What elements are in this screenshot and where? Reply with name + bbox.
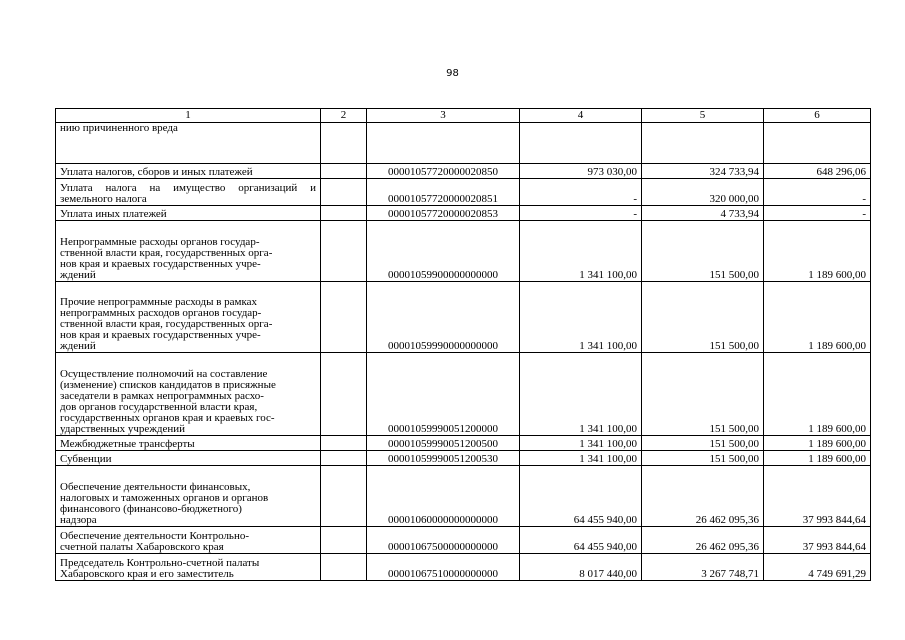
row-col4: 973 030,00 bbox=[520, 164, 642, 179]
row-col2 bbox=[321, 179, 367, 206]
column-header: 1 bbox=[56, 109, 321, 123]
table-row bbox=[56, 451, 871, 466]
row-col4: 1 341 100,00 bbox=[520, 282, 642, 353]
row-col2 bbox=[321, 466, 367, 527]
row-col6 bbox=[764, 123, 871, 164]
row-col6: - bbox=[764, 206, 871, 221]
row-col5: 3 267 748,71 bbox=[642, 554, 764, 581]
row-col4 bbox=[520, 123, 642, 164]
row-col5 bbox=[642, 123, 764, 164]
budget-table bbox=[55, 108, 871, 581]
row-col5: 324 733,94 bbox=[642, 164, 764, 179]
row-name: Осуществление полномочий на составление (изменение) списков кандидатов в присяжные заседатели в рамках непрограммных расхо- дов органов государственной власти края, государственных органов края и краевых гос- ударственных учреждений bbox=[56, 353, 321, 436]
row-col2 bbox=[321, 436, 367, 451]
row-col6: 1 189 600,00 bbox=[764, 221, 871, 282]
row-name: Обеспечение деятельности финансовых, налоговых и таможенных органов и органов финансового (финансово-бюджетного) надзора bbox=[56, 466, 321, 527]
row-col6: 648 296,06 bbox=[764, 164, 871, 179]
row-col4: 64 455 940,00 bbox=[520, 527, 642, 554]
row-name: Председатель Контрольно-счетной палаты Хабаровского края и его заместитель bbox=[56, 554, 321, 581]
row-col5: 151 500,00 bbox=[642, 436, 764, 451]
row-code: 00001057720000020850 bbox=[367, 164, 520, 179]
row-col5: 151 500,00 bbox=[642, 451, 764, 466]
row-col6: 37 993 844,64 bbox=[764, 466, 871, 527]
row-code: 00001059990051200530 bbox=[367, 451, 520, 466]
row-col2 bbox=[321, 206, 367, 221]
row-name: Уплата налогов, сборов и иных платежей bbox=[56, 164, 321, 179]
column-header: 4 bbox=[520, 109, 642, 123]
table-header-row bbox=[56, 109, 871, 123]
row-code: 00001059990000000000 bbox=[367, 282, 520, 353]
row-name: Уплата иных платежей bbox=[56, 206, 321, 221]
row-code: 00001067510000000000 bbox=[367, 554, 520, 581]
row-col2 bbox=[321, 123, 367, 164]
row-col4: 8 017 440,00 bbox=[520, 554, 642, 581]
row-col5: 4 733,94 bbox=[642, 206, 764, 221]
row-name: Обеспечение деятельности Контрольно- счетной палаты Хабаровского края bbox=[56, 527, 321, 554]
row-name: Межбюджетные трансферты bbox=[56, 436, 321, 451]
row-col6: 1 189 600,00 bbox=[764, 451, 871, 466]
row-col6: 1 189 600,00 bbox=[764, 353, 871, 436]
table-row bbox=[56, 353, 871, 436]
row-code bbox=[367, 123, 520, 164]
row-col4: - bbox=[520, 206, 642, 221]
row-code: 00001060000000000000 bbox=[367, 466, 520, 527]
row-name: Уплата налога на имущество организаций и земельного налога bbox=[56, 179, 321, 206]
row-code: 00001067500000000000 bbox=[367, 527, 520, 554]
row-col2 bbox=[321, 164, 367, 179]
row-col5: 320 000,00 bbox=[642, 179, 764, 206]
row-code: 00001059990051200500 bbox=[367, 436, 520, 451]
table-row bbox=[56, 554, 871, 581]
row-col2 bbox=[321, 527, 367, 554]
row-col2 bbox=[321, 451, 367, 466]
table-row bbox=[56, 164, 871, 179]
row-col6: 4 749 691,29 bbox=[764, 554, 871, 581]
row-col4: - bbox=[520, 179, 642, 206]
table-row bbox=[56, 179, 871, 206]
row-col4: 1 341 100,00 bbox=[520, 353, 642, 436]
table-row bbox=[56, 436, 871, 451]
table-row bbox=[56, 206, 871, 221]
row-col4: 1 341 100,00 bbox=[520, 451, 642, 466]
row-col2 bbox=[321, 554, 367, 581]
row-name: Непрограммные расходы органов государ- ственной власти края, государственных орга- нов края и краевых государственных учре- ждений bbox=[56, 221, 321, 282]
row-code: 00001057720000020853 bbox=[367, 206, 520, 221]
row-col4: 1 341 100,00 bbox=[520, 221, 642, 282]
table-row bbox=[56, 282, 871, 353]
table-row bbox=[56, 466, 871, 527]
column-header: 6 bbox=[764, 109, 871, 123]
row-col6: 37 993 844,64 bbox=[764, 527, 871, 554]
row-col6: 1 189 600,00 bbox=[764, 436, 871, 451]
row-col2 bbox=[321, 221, 367, 282]
row-col6: - bbox=[764, 179, 871, 206]
row-col2 bbox=[321, 353, 367, 436]
page-number: 98 bbox=[446, 68, 459, 79]
table-row bbox=[56, 527, 871, 554]
row-code: 00001059990051200000 bbox=[367, 353, 520, 436]
row-col4: 64 455 940,00 bbox=[520, 466, 642, 527]
row-col2 bbox=[321, 282, 367, 353]
column-header: 2 bbox=[321, 109, 367, 123]
row-name: нию причиненного вреда bbox=[56, 123, 321, 164]
row-col5: 26 462 095,36 bbox=[642, 466, 764, 527]
row-col6: 1 189 600,00 bbox=[764, 282, 871, 353]
column-header: 3 bbox=[367, 109, 520, 123]
row-name: Субвенции bbox=[56, 451, 321, 466]
row-col4: 1 341 100,00 bbox=[520, 436, 642, 451]
column-header: 5 bbox=[642, 109, 764, 123]
row-code: 00001057720000020851 bbox=[367, 179, 520, 206]
row-col5: 151 500,00 bbox=[642, 221, 764, 282]
row-col5: 26 462 095,36 bbox=[642, 527, 764, 554]
table-row bbox=[56, 221, 871, 282]
row-name: Прочие непрограммные расходы в рамках непрограммных расходов органов государ- ственной власти края, государственных орга- нов края и краевых государственных учре- ждений bbox=[56, 282, 321, 353]
row-code: 00001059900000000000 bbox=[367, 221, 520, 282]
row-col5: 151 500,00 bbox=[642, 282, 764, 353]
table-row bbox=[56, 123, 871, 164]
row-col5: 151 500,00 bbox=[642, 353, 764, 436]
